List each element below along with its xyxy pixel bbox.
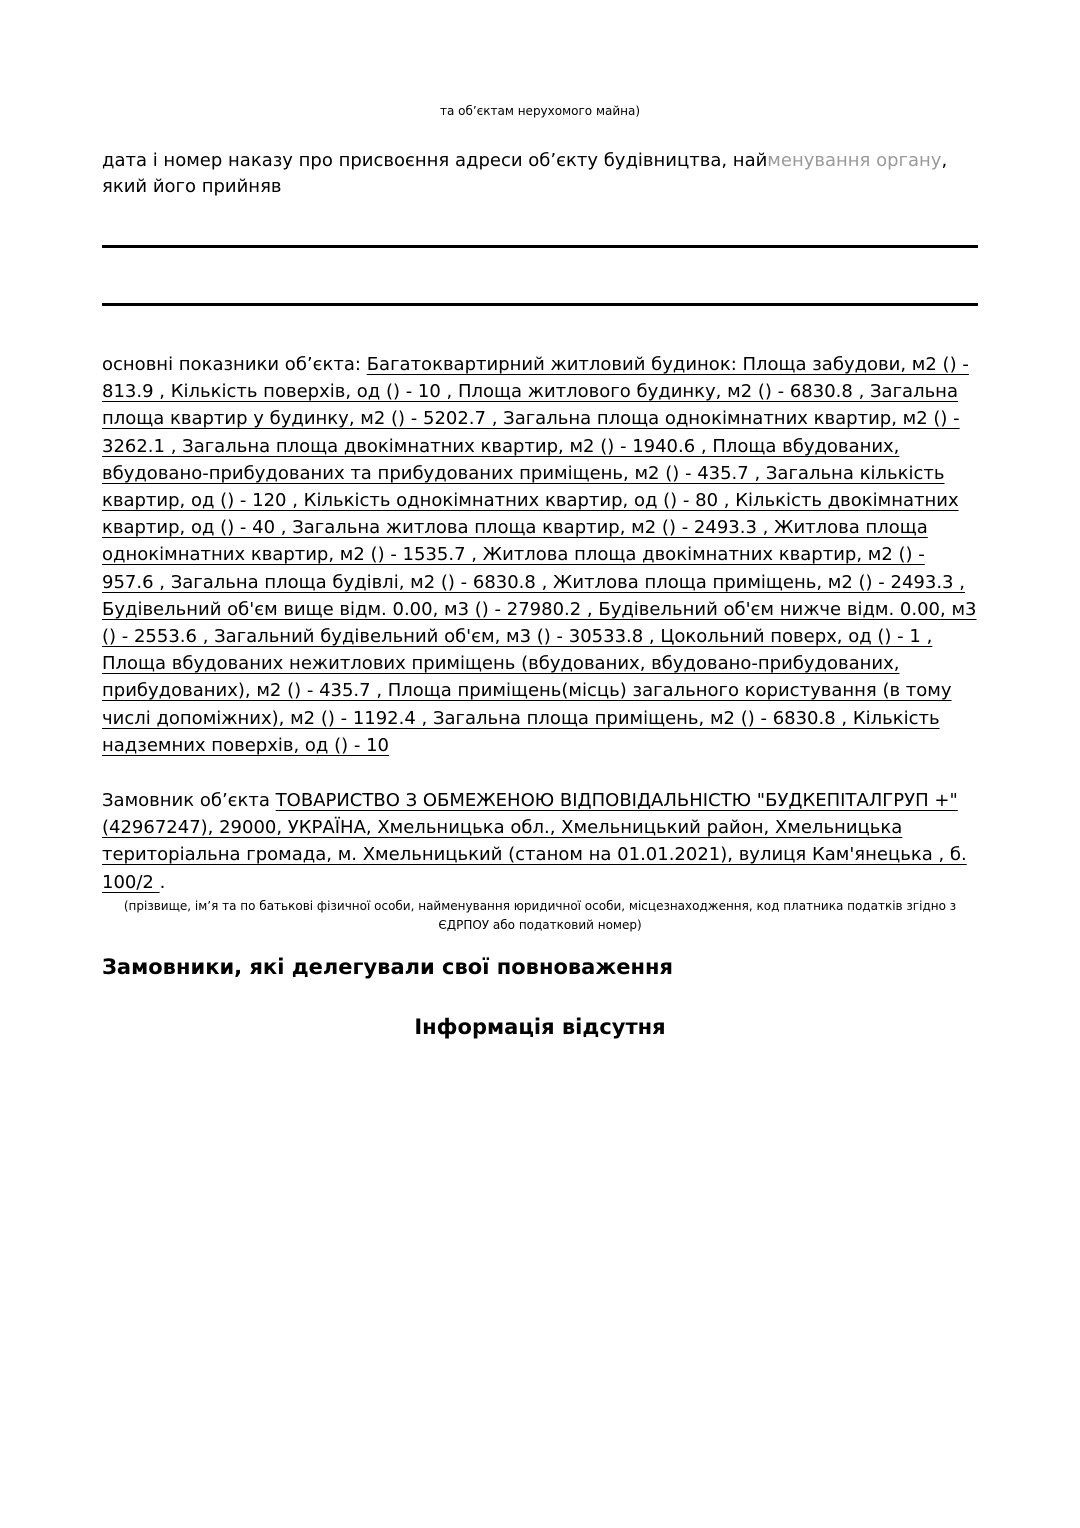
blank-fill-line-2 bbox=[102, 303, 978, 306]
object-customer bbox=[102, 787, 982, 896]
customer-suffix: . bbox=[159, 871, 166, 893]
order-label-main: дата і номер наказу про присвоєння адреси об’єкту будівництва, най bbox=[102, 150, 768, 171]
no-info-text: Інформація відсутня bbox=[414, 1015, 666, 1039]
customer-label: Замовник об’єкта bbox=[102, 790, 276, 811]
caption-bottom: (прізвище, ім’я та по батькові фізичної особи, найменування юридичної особи, місцезнаходження, код платника податків згідно з ЄДРПОУ або податковий номер) bbox=[123, 899, 957, 932]
order-label-end: , який його прийняв bbox=[102, 150, 948, 197]
caption-top: та об’єктам нерухомого майна) bbox=[439, 104, 641, 118]
customer-value: ТОВАРИСТВО З ОБМЕЖЕНОЮ ВІДПОВІДАЛЬНІСТЮ "БУДКЕПІТАЛГРУП +" (42967247), 29000, УКРАЇНА, Хмельницька обл., Хмельницький район, Хмельницька територіальна громада, м. Хмельницький (станом на 01.01.2021), вулиця Кам'янецька , б. 100/2 bbox=[102, 790, 967, 893]
object-indicators bbox=[102, 351, 982, 759]
delegates-heading: Замовники, які делегували свої повноваження bbox=[102, 955, 673, 979]
order-label bbox=[102, 148, 978, 200]
indicators-value: Багатоквартирний житловий будинок: Площа забудови, м2 () - 813.9 , Кількість поверхів, од () - 10 , Площа житлового будинку, м2 () - 6830.8 , Загальна площа квартир у будинку, м2 () - 5202.7 , Загальна площа однокімнатних квартир, м2 () - 3262.1 , Загальна площа двокімнатних квартир, м2 () - 1940.6 , Площа вбудованих, вбудовано-прибудованих та прибудованих приміщень, м2 () - 435.7 , Загальна кількість квартир, од () - 120 , Кількість однокімнатних квартир, од () - 80 , Кількість двокімнатних квартир, од () - 40 , Загальна житлова площа квартир, м2 () - 2493.3 , Житлова площа однокімнатних квартир, м2 () - 1535.7 , Житлова площа двокімнатних квартир, м2 () - 957.6 , Загальна площа будівлі, м2 () - 6830.8 , Житлова площа приміщень, м2 () - 2493.3 , Будівельний об'єм вище відм. 0.00, м3 () - 27980.2 , Будівельний об'єм нижче відм. 0.00, м3 () - 2553.6 , Загальний будівельний об'єм, м3 () - 30533.8 , Цокольний поверх, од () - 1 , Площа вбудованих нежитлових приміщень (вбудованих, вбудовано-прибудованих, прибудованих), м2 () - 435.7 , Площа приміщень(місць) загального користування (в тому числі допоміжних), м2 () - 1192.4 , Загальна площа приміщень, м2 () - 6830.8 , Кількість надземних поверхів, од () - 10 bbox=[102, 354, 977, 756]
order-label-faded: менування органу bbox=[767, 150, 942, 171]
indicators-label: основні показники об’єкта: bbox=[102, 354, 367, 375]
blank-fill-line-1 bbox=[102, 245, 978, 248]
